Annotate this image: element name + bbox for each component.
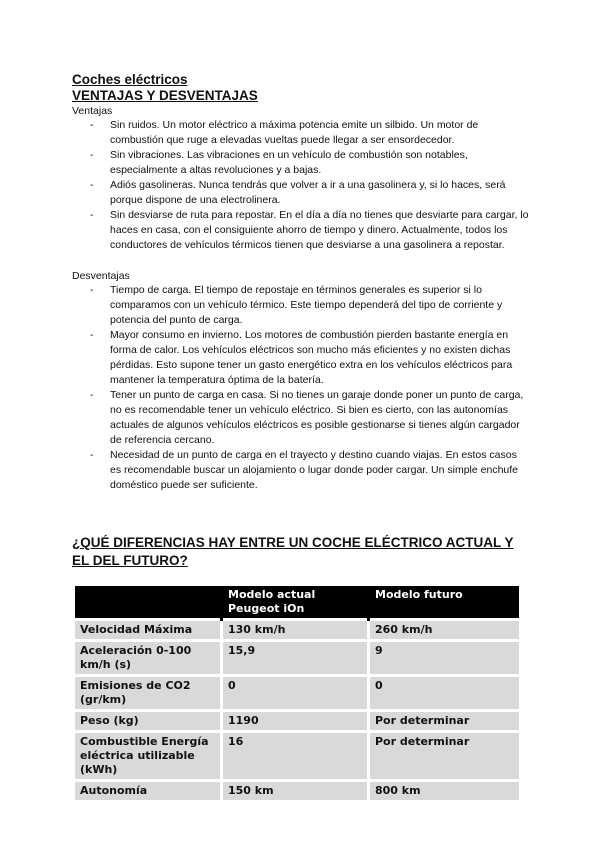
list-item: - Tiempo de carga. El tiempo de repostaje en términos generales es superior si lo comparamos con un vehículo térmico. Este tiempo dependerá del tipo de corriente y potencia del punto de carga. — [90, 284, 503, 326]
table-row — [75, 641, 519, 676]
comparison-table — [75, 586, 519, 800]
cell-futuro: 260 km/h — [369, 620, 520, 641]
cell-futuro: 9 — [369, 641, 520, 676]
header-cell-modelo-futuro: Modelo futuro — [369, 586, 520, 620]
ventajas-list — [72, 118, 530, 253]
row-label: Peso (kg) — [75, 711, 222, 732]
document-body — [72, 72, 530, 493]
cell-actual: 130 km/h — [222, 620, 369, 641]
cell-futuro: Por determinar — [369, 711, 520, 732]
document-title: Coches eléctricos — [72, 72, 188, 87]
list-item: - Tener un punto de carga en casa. Si no tienes un garaje donde poner un punto de carga, no es recomendable tener un vehículo eléctrico. Si bien es cierto, con las autonomías actuales de algunos vehículos eléctricos es posible gestionarse si tienes algún cargador de referencia cercano. — [90, 389, 524, 446]
diferencias-heading: ¿QUÉ DIFERENCIAS HAY ENTRE UN COCHE ELÉCTRICO ACTUAL Y EL DEL FUTURO? — [72, 535, 514, 568]
row-label: Autonomía — [75, 781, 222, 801]
header-cell-modelo-actual: Modelo actual Peugeot iOn — [222, 586, 369, 620]
list-item: - Adiós gasolineras. Nunca tendrás que volver a ir a una gasolinera y, si lo haces, será porque dispone de una electrolinera. — [90, 179, 506, 206]
list-item: - Mayor consumo en invierno. Los motores de combustión pierden bastante energía en forma de calor. Los vehículos eléctricos son mucho más eficientes y no existen dichas pérdidas. Esto supone tener un gasto energético extra en los vehículos eléctricos para mantener la temperatura óptima de la batería. — [90, 329, 513, 386]
cell-futuro: 0 — [369, 676, 520, 711]
ventajas-label: Ventajas — [72, 105, 113, 117]
cell-actual: 16 — [222, 732, 369, 781]
desventajas-list — [72, 283, 530, 493]
cell-actual: 0 — [222, 676, 369, 711]
table-row — [75, 711, 519, 732]
table-row — [75, 676, 519, 711]
row-label: Combustible Energía eléctrica utilizable (kWh) — [75, 732, 222, 781]
list-item: - Necesidad de un punto de carga en el trayecto y destino cuando viajas. En estos casos es recomendable buscar un alojamiento o lugar donde poder cargar. Un simple enchufe doméstico puede ser suficiente. — [90, 449, 519, 491]
row-label: Emisiones de CO2 (gr/km) — [75, 676, 222, 711]
table-header-row — [75, 586, 519, 620]
table-row — [75, 620, 519, 641]
cell-actual: 1190 — [222, 711, 369, 732]
cell-futuro: 800 km — [369, 781, 520, 801]
list-item: - Sin desviarse de ruta para repostar. En el día a día no tienes que desviarte para cargar, lo haces en casa, con el consiguiente ahorro de tiempo y dinero. Actualmente, todos los conductores de vehículos térmicos tienen que desviarse a una gasolinera a repostar. — [90, 209, 529, 251]
row-label: Aceleración 0-100 km/h (s) — [75, 641, 222, 676]
desventajas-label: Desventajas — [72, 270, 130, 282]
cell-futuro: Por determinar — [369, 732, 520, 781]
table-row — [75, 781, 519, 801]
row-label: Velocidad Máxima — [75, 620, 222, 641]
list-item: - Sin vibraciones. Las vibraciones en un vehículo de combustión son notables, especialmente a altas revoluciones y a bajas. — [90, 149, 468, 176]
list-item: - Sin ruidos. Un motor eléctrico a máxima potencia emite un silbido. Un motor de combustión que ruge a elevadas vueltas puede llegar a ser ensordecedor. — [90, 119, 479, 146]
cell-actual: 15,9 — [222, 641, 369, 676]
document-subtitle: VENTAJAS Y DESVENTAJAS — [72, 88, 258, 103]
cell-actual: 150 km — [222, 781, 369, 801]
table-row — [75, 732, 519, 781]
header-cell-empty — [75, 586, 222, 620]
